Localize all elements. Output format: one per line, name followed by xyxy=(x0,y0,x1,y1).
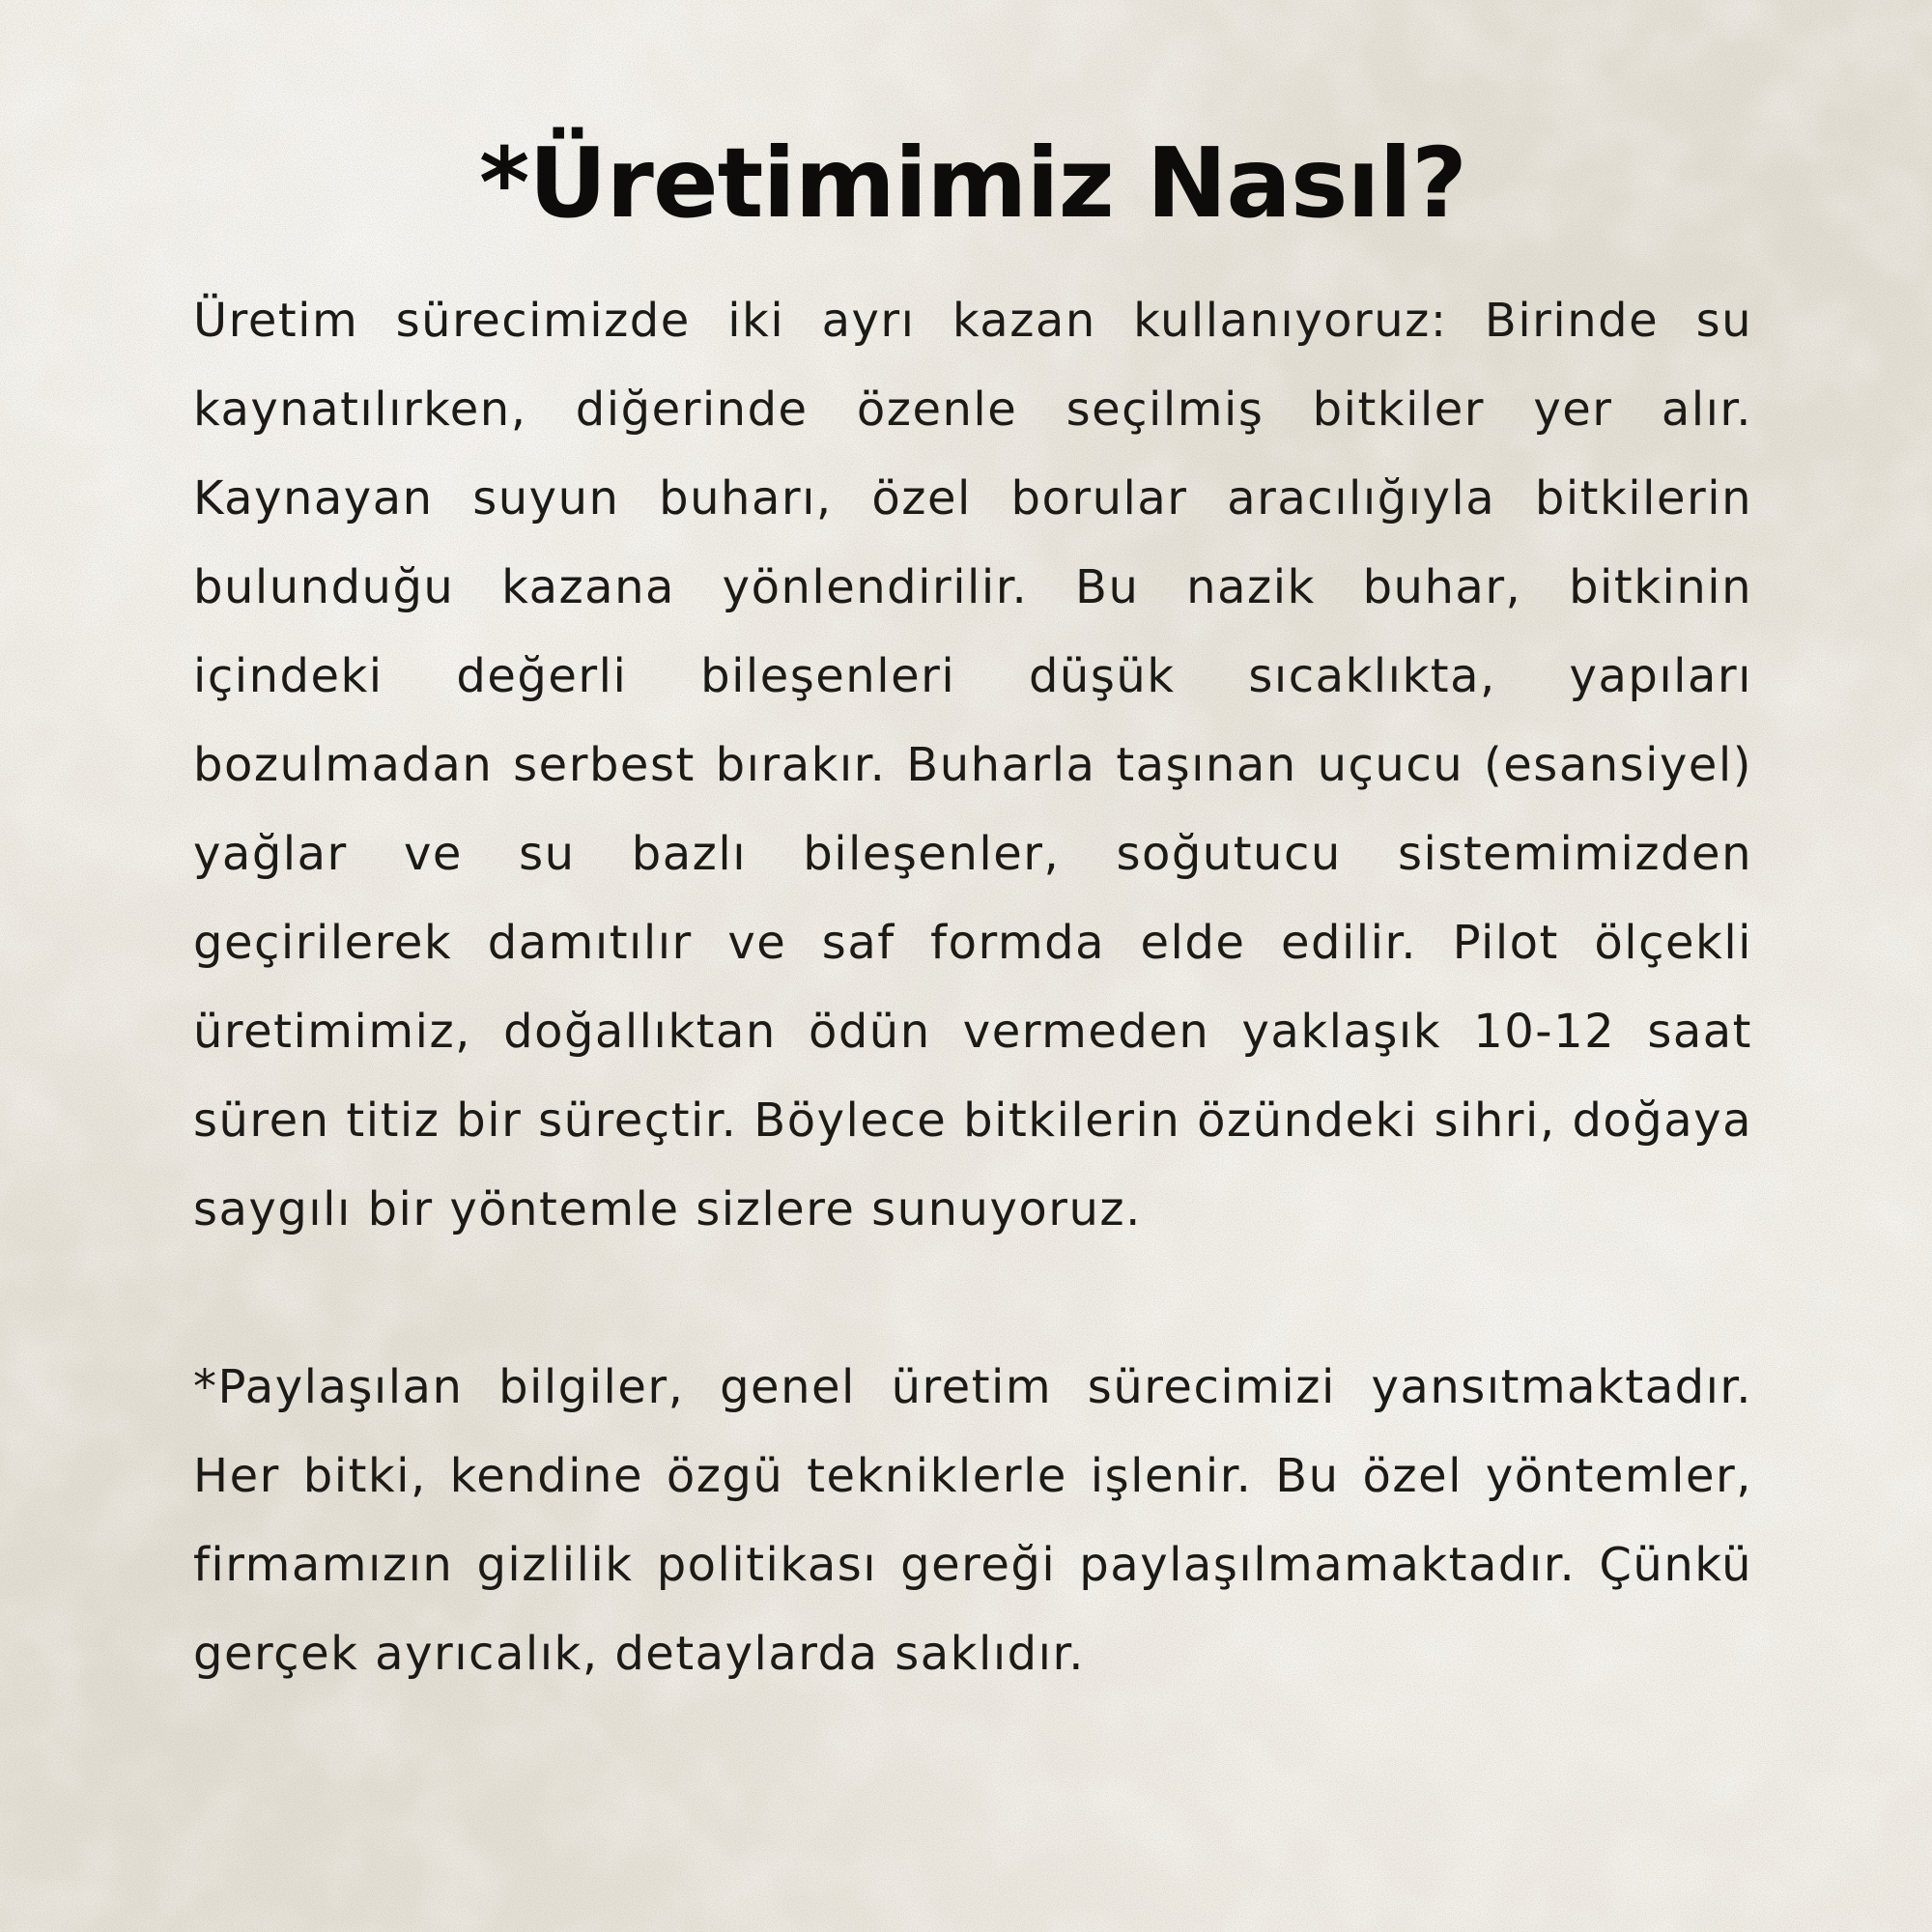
production-description: Üretim sürecimizde iki ayrı kazan kullanıyoruz: Birinde su kaynatılırken, diğerinde özenle seçilmiş bitkiler yer alır. Kaynayan suyun buharı, özel borular aracılığıyla bitkilerin bulunduğu kazana yönlendirilir. Bu nazik buhar, bitkinin içindeki değerli bileşenleri düşük sıcaklıkta, yapıları bozulmadan serbest bırakır. Buharla taşınan uçucu (esansiyel) yağlar ve su bazlı bileşenler, soğutucu sistemimizden geçirilerek damıtılır ve saf formda elde edilir. Pilot ölçekli üretimimiz, doğallıktan ödün vermeden yaklaşık 10-12 saat süren titiz bir süreçtir. Böylece bitkilerin özündeki sihri, doğaya saygılı bir yöntemle sizlere sunuyoruz. xyxy=(193,294,1752,1236)
text-content xyxy=(193,126,1752,1698)
page-title: *Üretimimiz Nasıl? xyxy=(479,127,1466,240)
disclaimer-note: *Paylaşılan bilgiler, genel üretim sürecimizi yansıtmaktadır. Her bitki, kendine özgü tekniklerle işlenir. Bu özel yöntemler, firmamızın gizlilik politikası gereği paylaşılmamaktadır. Çünkü gerçek ayrıcalık, detaylarda saklıdır. xyxy=(193,1360,1752,1681)
